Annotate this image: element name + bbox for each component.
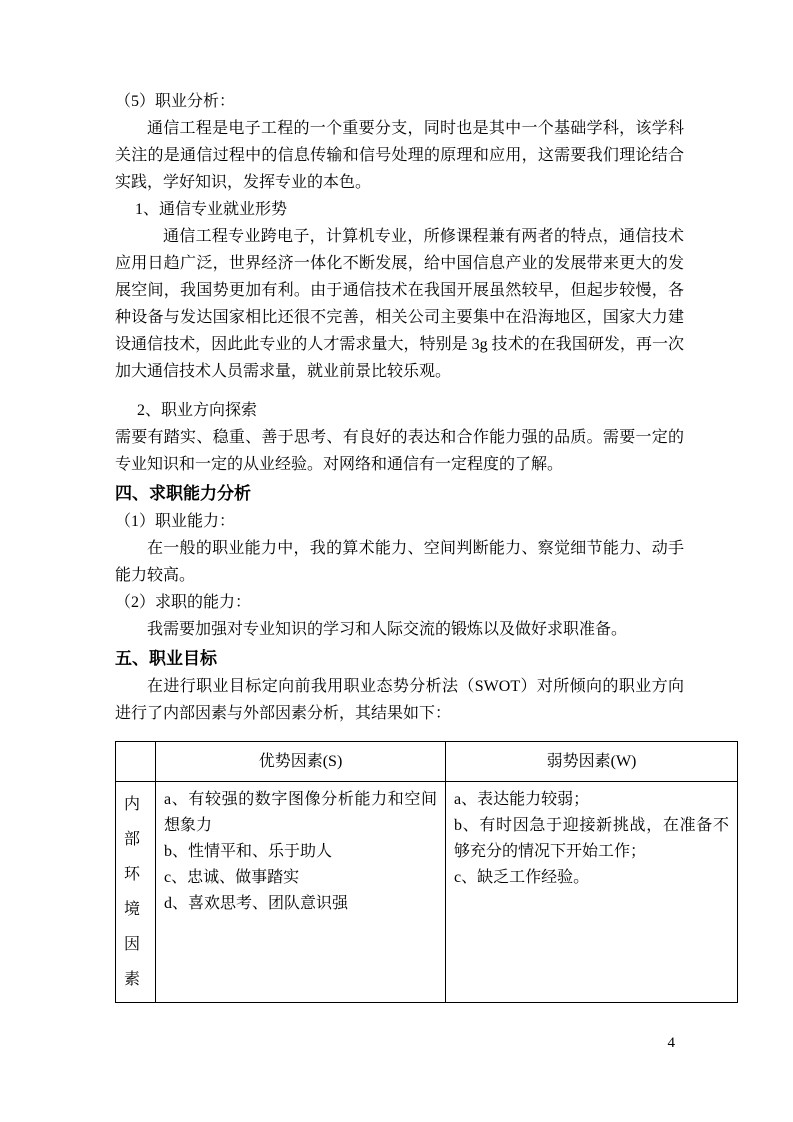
para-career-analysis-body: 通信工程是电子工程的一个重要分支，同时也是其中一个基础学科，该学科关注的是通信过程中的信息传输和信号处理的原理和应用，这需要我们理论结合实践，学好知识，发挥专业的本色。 xyxy=(115,120,684,191)
swot-content-row xyxy=(116,782,738,1003)
row-header-char: 环 xyxy=(124,866,141,883)
swot-header-row xyxy=(116,742,738,782)
list-item: c、缺乏工作经验。 xyxy=(454,869,590,886)
strengths-header-cell: 优势因素(S) xyxy=(156,742,446,782)
list-item: a、表达能力较弱； xyxy=(454,791,590,808)
para-career-direction-body: 需要有踏实、稳重、善于思考、有良好的表达和合作能力强的品质。需要一定的专业知识和一定的从业经验。对网络和通信有一定程度的了解。 xyxy=(115,429,684,473)
para-vocational-ability-label: （1）职业能力： xyxy=(115,513,236,530)
swot-table xyxy=(115,741,738,1003)
weaknesses-cell xyxy=(446,782,738,1003)
section-heading-career-goal: 五、职业目标 xyxy=(115,649,217,668)
para-career-analysis-label: （5）职业分析： xyxy=(115,93,236,110)
list-item: c、忠诚、做事踏实 xyxy=(164,869,300,886)
para-swot-intro: 在进行职业目标定向前我用职业态势分析法（SWOT）对所倾向的职业方向进行了内部因素与外部因素分析，其结果如下： xyxy=(115,678,684,722)
section-heading-job-ability: 四、求职能力分析 xyxy=(115,484,251,503)
list-item: b、有时因急于迎接新挑战，在准备不够充分的情况下开始工作； xyxy=(454,817,729,860)
row-header-internal-environment xyxy=(116,782,156,1003)
row-header-char: 素 xyxy=(124,971,141,988)
weaknesses-header-cell: 弱势因素(W) xyxy=(446,742,738,782)
table-corner-cell xyxy=(116,742,156,782)
strengths-cell xyxy=(156,782,446,1003)
row-header-char: 部 xyxy=(124,831,141,848)
para-career-direction-title: 2、职业方向探索 xyxy=(137,402,258,419)
list-item: b、性情平和、乐于助人 xyxy=(164,843,333,860)
row-header-char: 内 xyxy=(124,796,141,813)
page-number: 4 xyxy=(667,1035,675,1051)
list-item: a、有较强的数字图像分析能力和空间想象力 xyxy=(164,791,437,834)
para-vocational-ability-body: 在一般的职业能力中，我的算术能力、空间判断能力、察觉细节能力、动手能力较高。 xyxy=(115,540,684,584)
para-jobhunt-ability-label: （2）求职的能力： xyxy=(115,594,252,611)
row-header-char: 因 xyxy=(124,936,141,953)
list-item: d、喜欢思考、团队意识强 xyxy=(164,895,349,912)
para-employment-situation-body: 通信工程专业跨电子，计算机专业，所修课程兼有两者的特点，通信技术应用日趋广泛，世界经济一体化不断发展，给中国信息产业的发展带来更大的发展空间，我国势更加有利。由于通信技术在我国开展虽然较早，但起步较慢，各种设备与发达国家相比还很不完善，相关公司主要集中在沿海地区，国家大力建设通信技术，因此此专业的人才需求量大，特别是 3g 技术的在我国研发，再一次加大通信技术人员需求量，就业前景比较乐观。 xyxy=(115,228,684,380)
para-jobhunt-ability-body: 我需要加强对专业知识的学习和人际交流的锻炼以及做好求职准备。 xyxy=(147,621,628,638)
row-header-char: 境 xyxy=(124,901,141,918)
para-employment-situation-title: 1、通信专业就业形势 xyxy=(135,201,288,218)
